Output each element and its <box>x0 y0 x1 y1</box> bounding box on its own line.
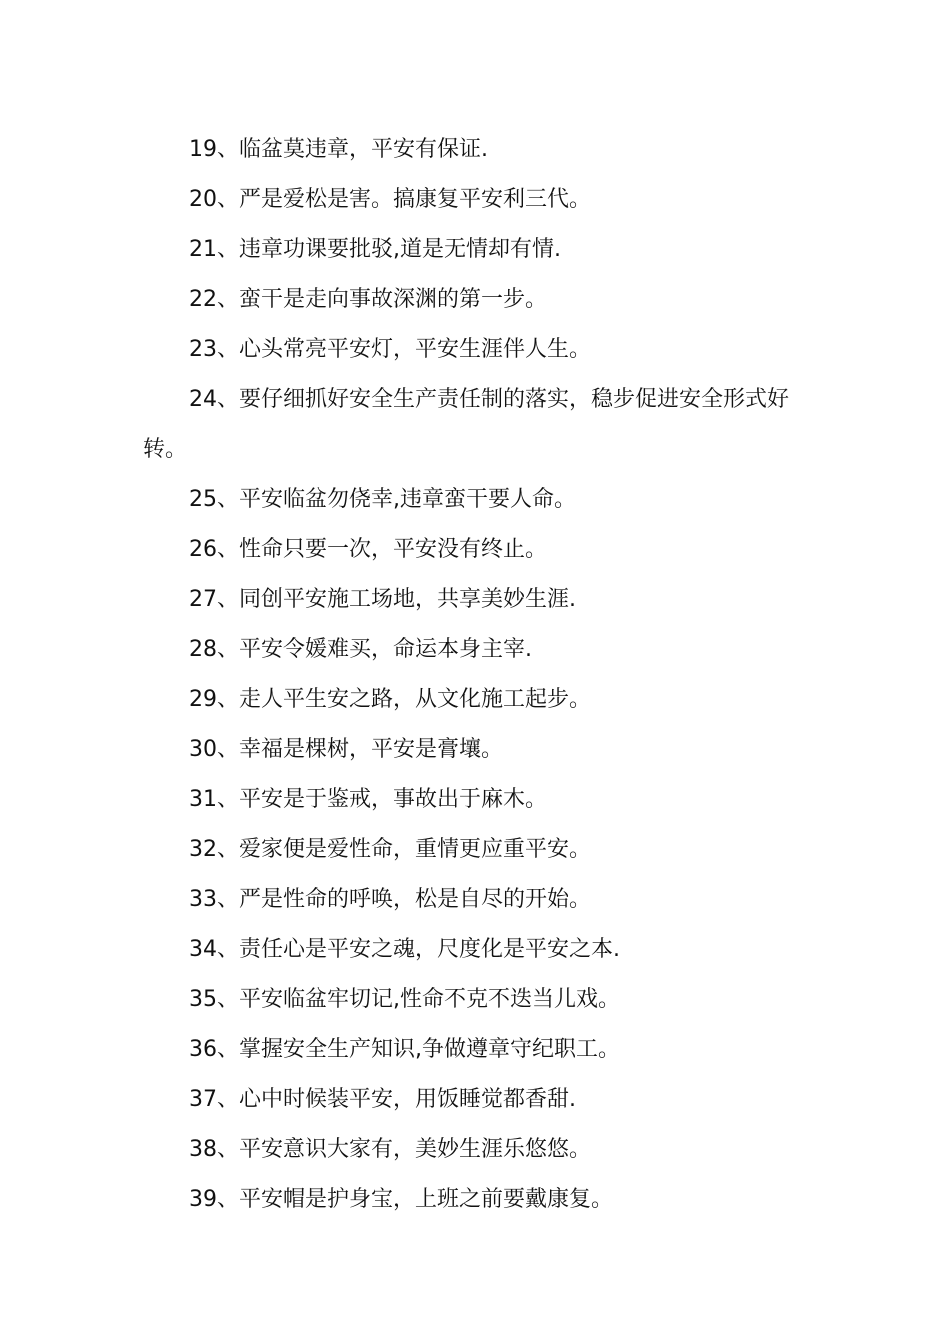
list-item: 24、要仔细抓好安全生产责任制的落实，稳步促进安全形式好转。 <box>143 387 789 462</box>
list-item: 36、掌握安全生产知识,争做遵章守纪职工。 <box>189 1037 620 1062</box>
list-item: 37、心中时候装平安，用饭睡觉都香甜. <box>189 1087 576 1112</box>
list-item: 35、平安临盆牢切记,性命不克不迭当儿戏。 <box>189 987 620 1012</box>
list-item: 26、性命只要一次，平安没有终止。 <box>189 537 547 562</box>
list-item: 19、临盆莫违章，平安有保证. <box>189 137 488 162</box>
list-item: 31、平安是于鉴戒，事故出于麻木。 <box>189 787 547 812</box>
list-item: 22、蛮干是走向事故深渊的第一步。 <box>189 287 547 312</box>
list-item: 34、责任心是平安之魂，尺度化是平安之本. <box>189 937 620 962</box>
list-item: 20、严是爱松是害。搞康复平安利三代。 <box>189 187 591 212</box>
list-item: 23、心头常亮平安灯，平安生涯伴人生。 <box>189 337 591 362</box>
list-item: 29、走人平生安之路，从文化施工起步。 <box>189 687 591 712</box>
list-item: 39、平安帽是护身宝，上班之前要戴康复。 <box>189 1187 613 1212</box>
list-item: 32、爱家便是爱性命，重情更应重平安。 <box>189 837 591 862</box>
slogan-list <box>143 130 808 1230</box>
list-item: 25、平安临盆勿侥幸,违章蛮干要人命。 <box>189 487 576 512</box>
list-item: 33、严是性命的呼唤，松是自尽的开始。 <box>189 887 591 912</box>
list-item: 27、同创平安施工场地，共享美妙生涯. <box>189 587 576 612</box>
list-item: 28、平安令媛难买，命运本身主宰. <box>189 637 532 662</box>
list-item: 21、违章功课要批驳,道是无情却有情. <box>189 237 561 262</box>
list-item: 30、幸福是棵树，平安是膏壤。 <box>189 737 503 762</box>
list-item: 38、平安意识大家有，美妙生涯乐悠悠。 <box>189 1137 591 1162</box>
